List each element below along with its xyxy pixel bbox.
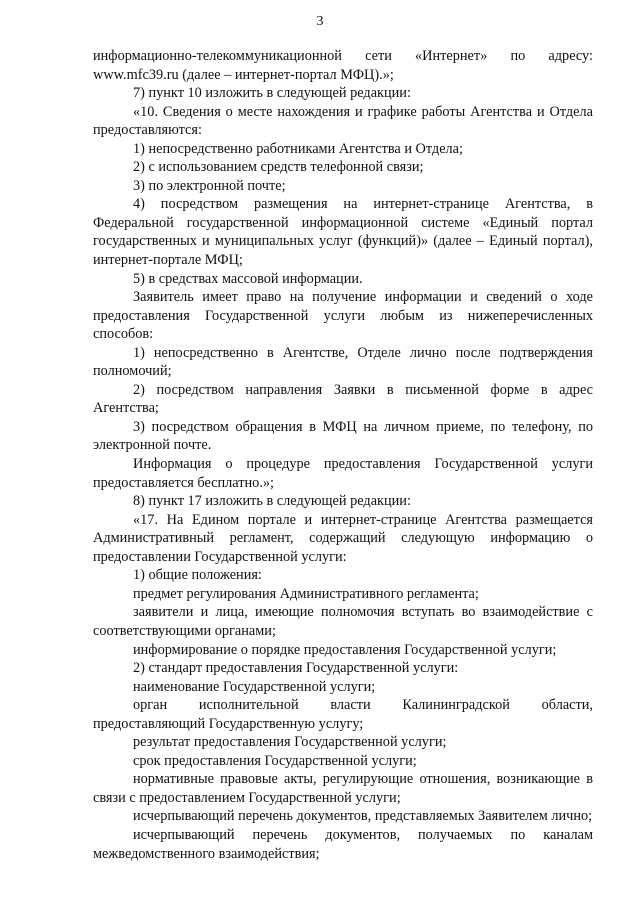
- paragraph: 1) общие положения:: [133, 567, 262, 584]
- paragraph: 8) пункт 17 изложить в следующей редакции:: [133, 493, 411, 510]
- paragraph: заявители и лица, имеющие полномочия вступать во взаимодействие с соответствующими органами;: [93, 604, 593, 639]
- paragraph: наименование Государственной услуги;: [133, 678, 376, 695]
- paragraph: «10. Сведения о месте нахождения и графике работы Агентства и Отдела предоставляются:: [93, 103, 593, 139]
- paragraph: 1) непосредственно в Агентстве, Отделе лично после подтверждения полномочий;: [93, 344, 593, 380]
- paragraph: исчерпывающий перечень документов, получаемых по каналам межведомственного взаимодействия;: [93, 826, 593, 862]
- paragraph: 2) посредством направления Заявки в письменной форме в адрес Агентства;: [93, 381, 593, 417]
- paragraph: результат предоставления Государственной услуги;: [133, 734, 447, 751]
- paragraph: исчерпывающий перечень документов, представляемых Заявителем лично;: [133, 808, 593, 825]
- document-body: [93, 47, 593, 863]
- paragraph: Информация о процедуре предоставления Государственной услуги предоставляется бесплатно.»;: [93, 456, 593, 491]
- paragraph: 3) посредством обращения в МФЦ на личном приеме, по телефону, по электронной почте.: [93, 418, 593, 454]
- paragraph: информирование о порядке предоставления Государственной услуги;: [133, 641, 557, 658]
- paragraph: «17. На Едином портале и интернет-странице Агентства размещается Административный регламент, содержащий следующую информацию о предоставлении Государственной услуги:: [93, 511, 593, 565]
- paragraph: 3) по электронной почте;: [133, 177, 286, 194]
- paragraph: срок предоставления Государственной услуги;: [133, 752, 417, 769]
- paragraph: 5) в средствах массовой информации.: [133, 270, 363, 287]
- paragraph: предмет регулирования Административного регламента;: [133, 585, 479, 602]
- paragraph: информационно-телекоммуникационной сети «Интернет» по адресу: www.mfc39.ru (далее – интернет-портал МФЦ).»;: [93, 48, 593, 83]
- paragraph: нормативные правовые акты, регулирующие отношения, возникающие в связи с предоставлением Государственной услуги;: [93, 771, 593, 806]
- paragraph: 7) пункт 10 изложить в следующей редакции:: [133, 85, 411, 102]
- paragraph: 1) непосредственно работниками Агентства и Отдела;: [133, 140, 463, 157]
- paragraph: Заявитель имеет право на получение информации и сведений о ходе предоставления Государственной услуги любым из нижеперечисленных способов:: [93, 289, 593, 343]
- paragraph: 2) стандарт предоставления Государственной услуги:: [133, 660, 459, 677]
- paragraph: 2) с использованием средств телефонной связи;: [133, 159, 424, 176]
- paragraph: 4) посредством размещения на интернет-странице Агентства, в Федеральной государственной информационной системе «Единый портал государственных и муниципальных услуг (функций)» (далее – Единый портал), интернет-портале МФЦ;: [93, 196, 593, 269]
- page-number: 3: [316, 14, 324, 29]
- paragraph: орган исполнительной власти Калининградской области, предоставляющий Государственную услугу;: [93, 697, 593, 732]
